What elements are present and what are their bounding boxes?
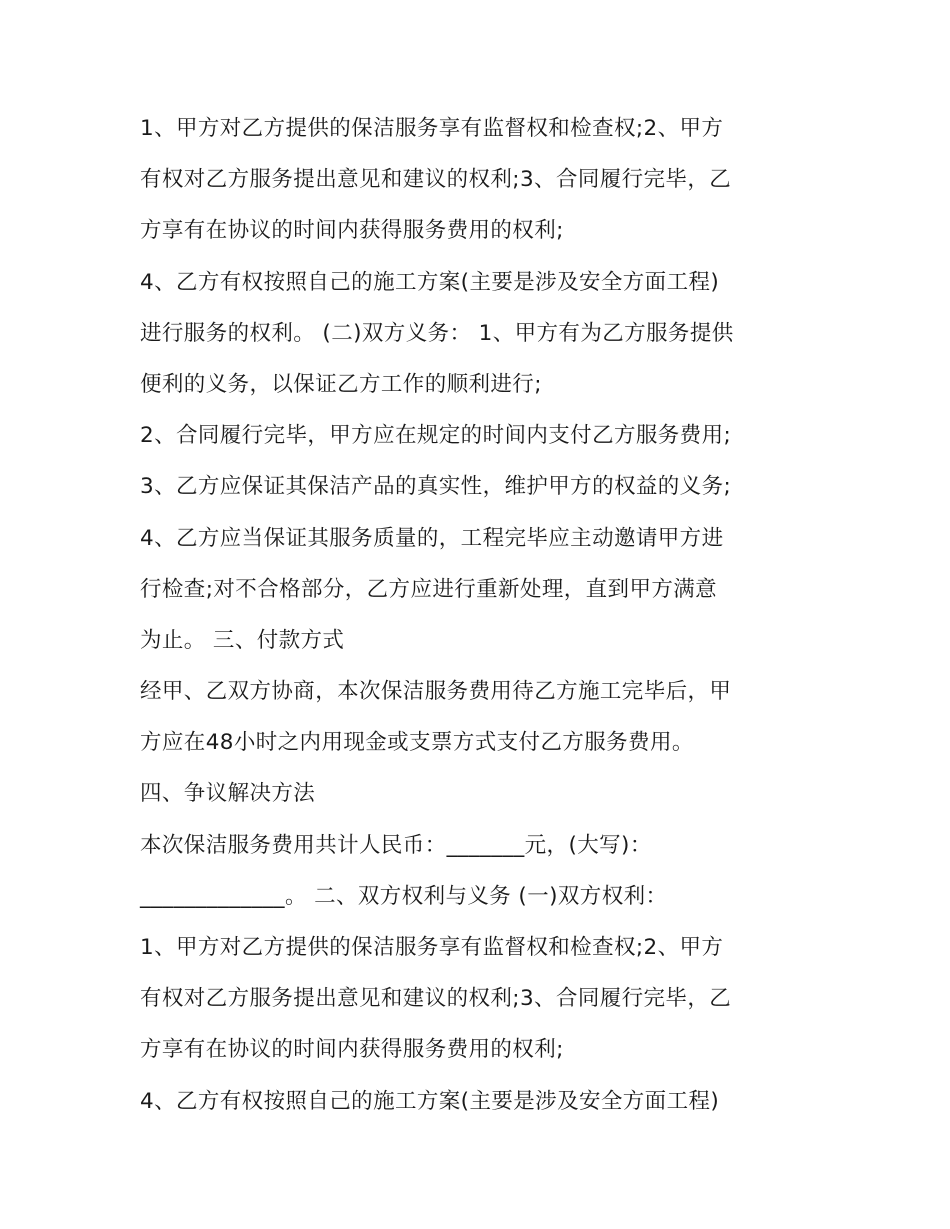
text-line: 进行服务的权利。 (二)双方义务： 1、甲方有为乙方服务提供 [140,320,734,346]
text-line: 4、乙方有权按照自己的施工方案(主要是涉及安全方面工程) [140,269,720,295]
text-line: 方应在48小时之内用现金或支票方式支付乙方服务费用。 [140,730,694,756]
text-line: 1、甲方对乙方提供的保洁服务享有监督权和检查权;2、甲方 [140,935,724,960]
text-line: _____________。 二、双方权利与义务 (一)双方权利： [140,883,668,909]
text-line: 4、乙方有权按照自己的施工方案(主要是涉及安全方面工程) [140,1088,720,1114]
text-line: 四、争议解决方法 [140,781,316,807]
text-line: 1、甲方对乙方提供的保洁服务享有监督权和检查权;2、甲方 [140,116,724,141]
text-line: 2、合同履行完毕，甲方应在规定的时间内支付乙方服务费用; [140,423,732,449]
text-line: 方享有在协议的时间内获得服务费用的权利; [140,1037,564,1063]
text-line: 4、乙方应当保证其服务质量的，工程完毕应主动邀请甲方进 [140,525,724,551]
text-line: 经甲、乙双方协商，本次保洁服务费用待乙方施工完毕后，甲 [140,679,732,705]
text-line: 便利的义务，以保证乙方工作的顺利进行; [140,371,542,397]
text-line: 有权对乙方服务提出意见和建议的权利;3、合同履行完毕，乙 [140,167,732,193]
text-line: 3、乙方应保证其保洁产品的真实性，维护甲方的权益的义务; [140,474,732,500]
text-line: 本次保洁服务费用共计人民币：_______元，(大写)： [140,832,652,858]
contract-text [140,103,830,1127]
text-line: 为止。 三、付款方式 [140,627,345,653]
text-line: 方享有在协议的时间内获得服务费用的权利; [140,218,564,244]
text-line: 行检查;对不合格部分，乙方应进行重新处理，直到甲方满意 [140,576,718,602]
text-line: 有权对乙方服务提出意见和建议的权利;3、合同履行完毕，乙 [140,986,732,1012]
